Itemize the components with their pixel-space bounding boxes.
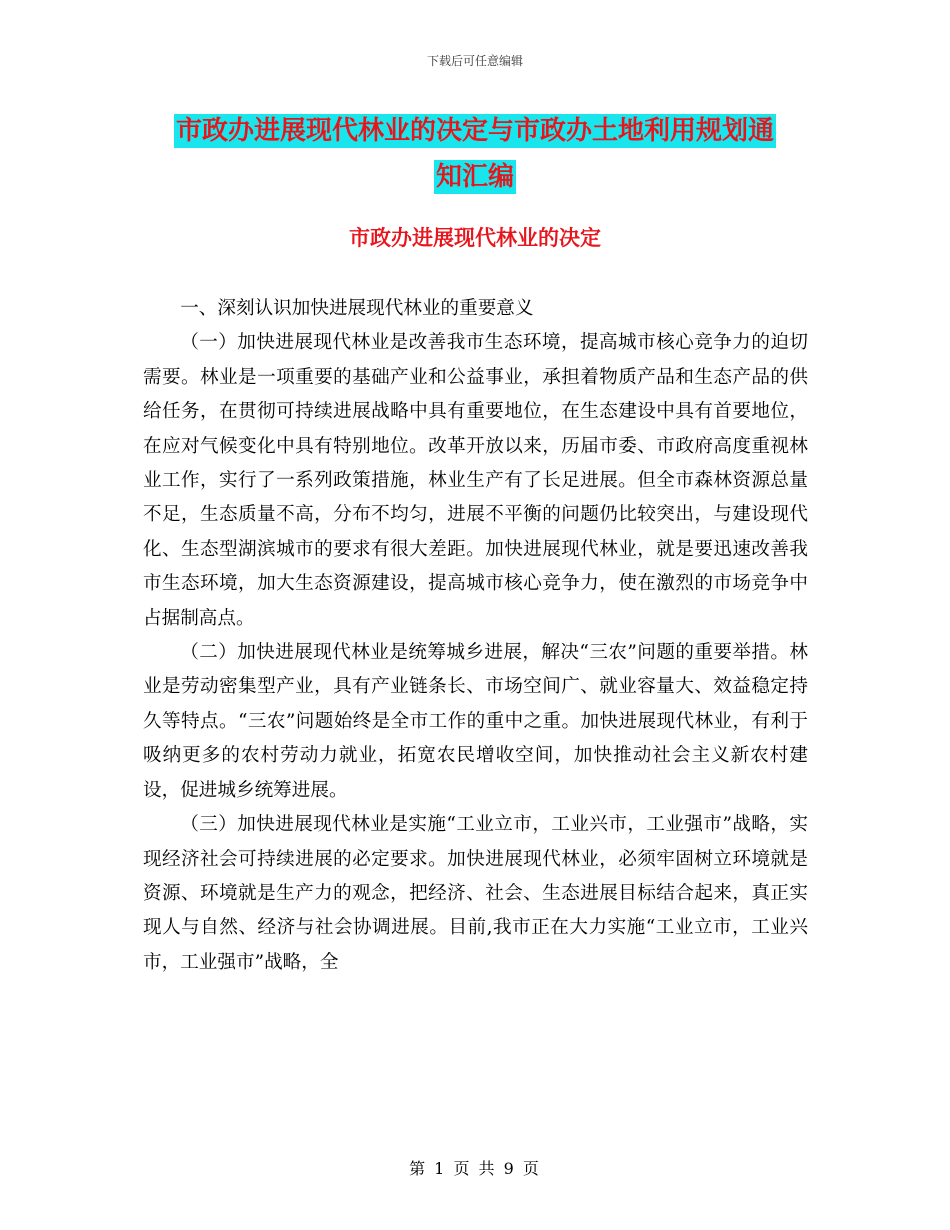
paragraph-3: （三）加快进展现代林业是实施“工业立市，工业兴市，工业强市”战略，实现经济社会可持续进展的必定要求。加快进展现代林业，必须牢固树立环境就是资源、环境就是生产力的观念，把经济、社会、生态进展目标结合起来，真正实现人与自然、经济与社会协调进展。目前,我市正在大力实施“工业立市，工业兴市，工业强市”战略，全 <box>143 814 808 973</box>
document-body <box>143 292 808 980</box>
heading-1: 一、深刻认识加快进展现代林业的重要意义 <box>180 298 534 319</box>
page-footer: 第 1 页 共 9 页 <box>409 1159 541 1178</box>
title-line-2: 知汇编 <box>435 162 514 192</box>
document-title <box>140 108 810 200</box>
paragraph-1: （一）加快进展现代林业是改善我市生态环境，提高城市核心竞争力的迫切需要。林业是一项重要的基础产业和公益事业，承担着物质产品和生态产品的供给任务，在贯彻可持续进展战略中具有重要地位，在生态建设中具有首要地位，在应对气候变化中具有特别地位。改革开放以来，历届市委、市政府高度重视林业工作，实行了一系列政策措施，林业生产有了长足进展。但全市森林资源总量不足，生态质量不高，分布不均匀，进展不平衡的问题仍比较突出，与建设现代化、生态型湖滨城市的要求有很大差距。加快进展现代林业，就是要迅速改善我市生态环境，加大生态资源建设，提高城市核心竞争力，使在激烈的市场竞争中占据制高点。 <box>143 332 808 629</box>
paragraph-2: （二）加快进展现代林业是统筹城乡进展，解决“三农”问题的重要举措。林业是劳动密集型产业，具有产业链条长、市场空间广、就业容量大、效益稳定持久等特点。“三农”问题始终是全市工作的重中之重。加快进展现代林业，有利于吸纳更多的农村劳动力就业，拓宽农民增收空间，加快推动社会主义新农村建设，促进城乡统筹进展。 <box>143 642 808 801</box>
header-note: 下载后可任意编辑 <box>426 54 523 68</box>
title-line-1: 市政办进展现代林业的决定与市政办土地利用规划通 <box>175 116 774 146</box>
section-title: 市政办进展现代林业的决定 <box>349 226 601 250</box>
